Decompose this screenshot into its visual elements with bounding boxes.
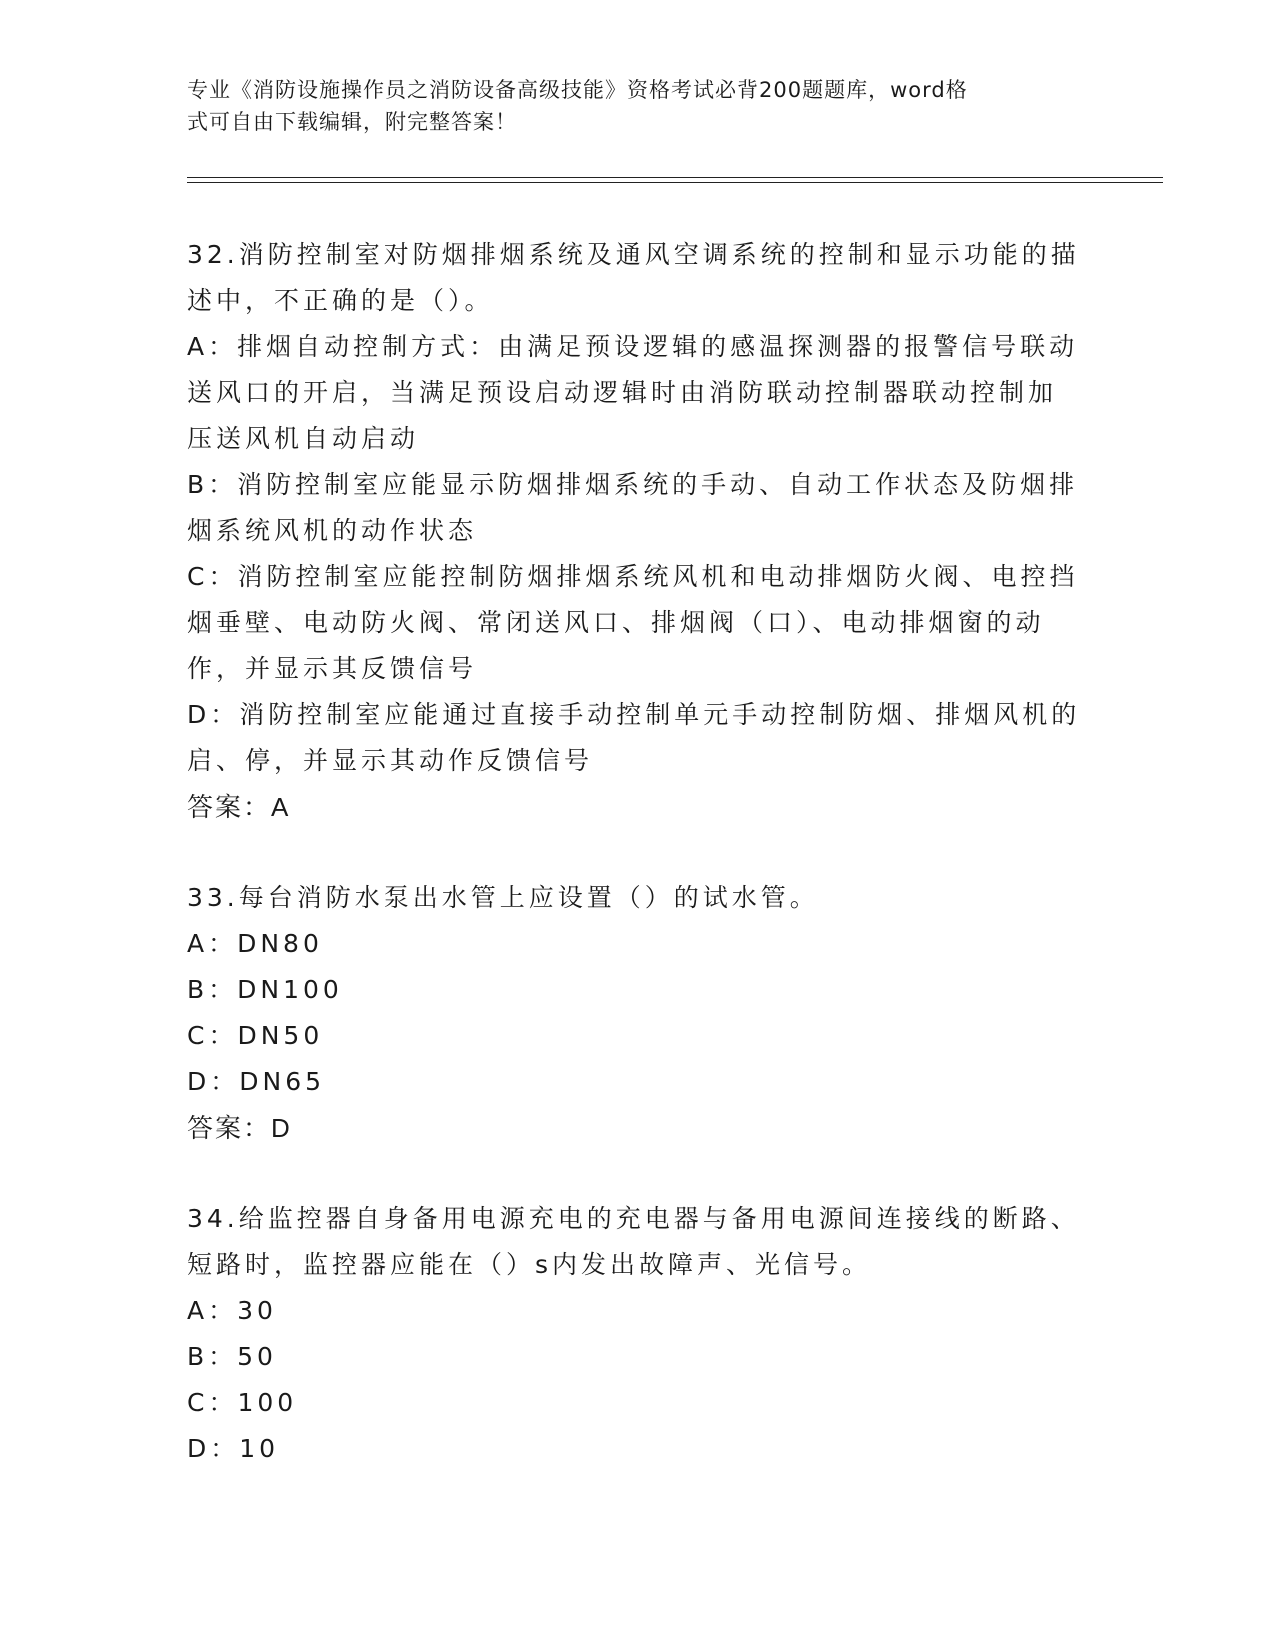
question-spacer: [187, 1151, 1087, 1196]
option-c-line: C：100: [187, 1388, 298, 1417]
option-a-line: A：DN80: [187, 929, 323, 958]
option-a-line: 送风口的开启，当满足预设启动逻辑时由消防联动控制器联动控制加: [187, 378, 1058, 407]
answer-label: 答案：D: [187, 1113, 292, 1143]
option-b-line: B：DN100: [187, 975, 343, 1004]
question-list: [187, 232, 1087, 1472]
option-c-line: C：消防控制室应能控制防烟排烟系统风机和电动排烟防火阀、电控挡: [187, 562, 1079, 591]
option-b-line: B：50: [187, 1342, 277, 1371]
question-spacer: [187, 830, 1087, 875]
question-stem-line: 32.消防控制室对防烟排烟系统及通风空调系统的控制和显示功能的描: [187, 240, 1080, 269]
question-stem-line: 述中，不正确的是（）。: [187, 286, 494, 315]
header-divider-bottom: [187, 182, 1163, 183]
question-34: [187, 1196, 1087, 1472]
option-d-line: 启、停，并显示其动作反馈信号: [187, 746, 594, 775]
answer-label: 答案：A: [187, 792, 291, 822]
option-d-line: D：消防控制室应能通过直接手动控制单元手动控制防烟、排烟风机的: [187, 700, 1081, 729]
option-b-line: B：消防控制室应能显示防烟排烟系统的手动、自动工作状态及防烟排: [187, 470, 1079, 499]
option-b-line: 烟系统风机的动作状态: [187, 516, 478, 545]
option-a-line: A：排烟自动控制方式：由满足预设逻辑的感温探测器的报警信号联动: [187, 332, 1079, 361]
question-32: [187, 232, 1087, 830]
option-a-line: 压送风机自动启动: [187, 424, 420, 453]
header-divider-top: [187, 177, 1163, 178]
question-stem-line: 33.每台消防水泵出水管上应设置（）的试水管。: [187, 883, 819, 912]
option-c-line: C：DN50: [187, 1021, 324, 1050]
question-33: [187, 875, 1087, 1151]
option-d-line: D：10: [187, 1434, 280, 1463]
option-c-line: 烟垂壁、电动防火阀、常闭送风口、排烟阀（口）、电动排烟窗的动: [187, 608, 1045, 637]
header-line-2: 式可自由下载编辑，附完整答案！: [187, 110, 517, 134]
question-stem-line: 短路时，监控器应能在（）s内发出故障声、光信号。: [187, 1250, 872, 1279]
option-a-line: A：30: [187, 1296, 277, 1325]
question-stem-line: 34.给监控器自身备用电源充电的充电器与备用电源间连接线的断路、: [187, 1204, 1080, 1233]
option-d-line: D：DN65: [187, 1067, 326, 1096]
document-header: [187, 74, 1087, 138]
option-c-line: 作，并显示其反馈信号: [187, 654, 478, 683]
header-line-1: 专业《消防设施操作员之消防设备高级技能》资格考试必背200题题库，word格: [187, 78, 968, 102]
